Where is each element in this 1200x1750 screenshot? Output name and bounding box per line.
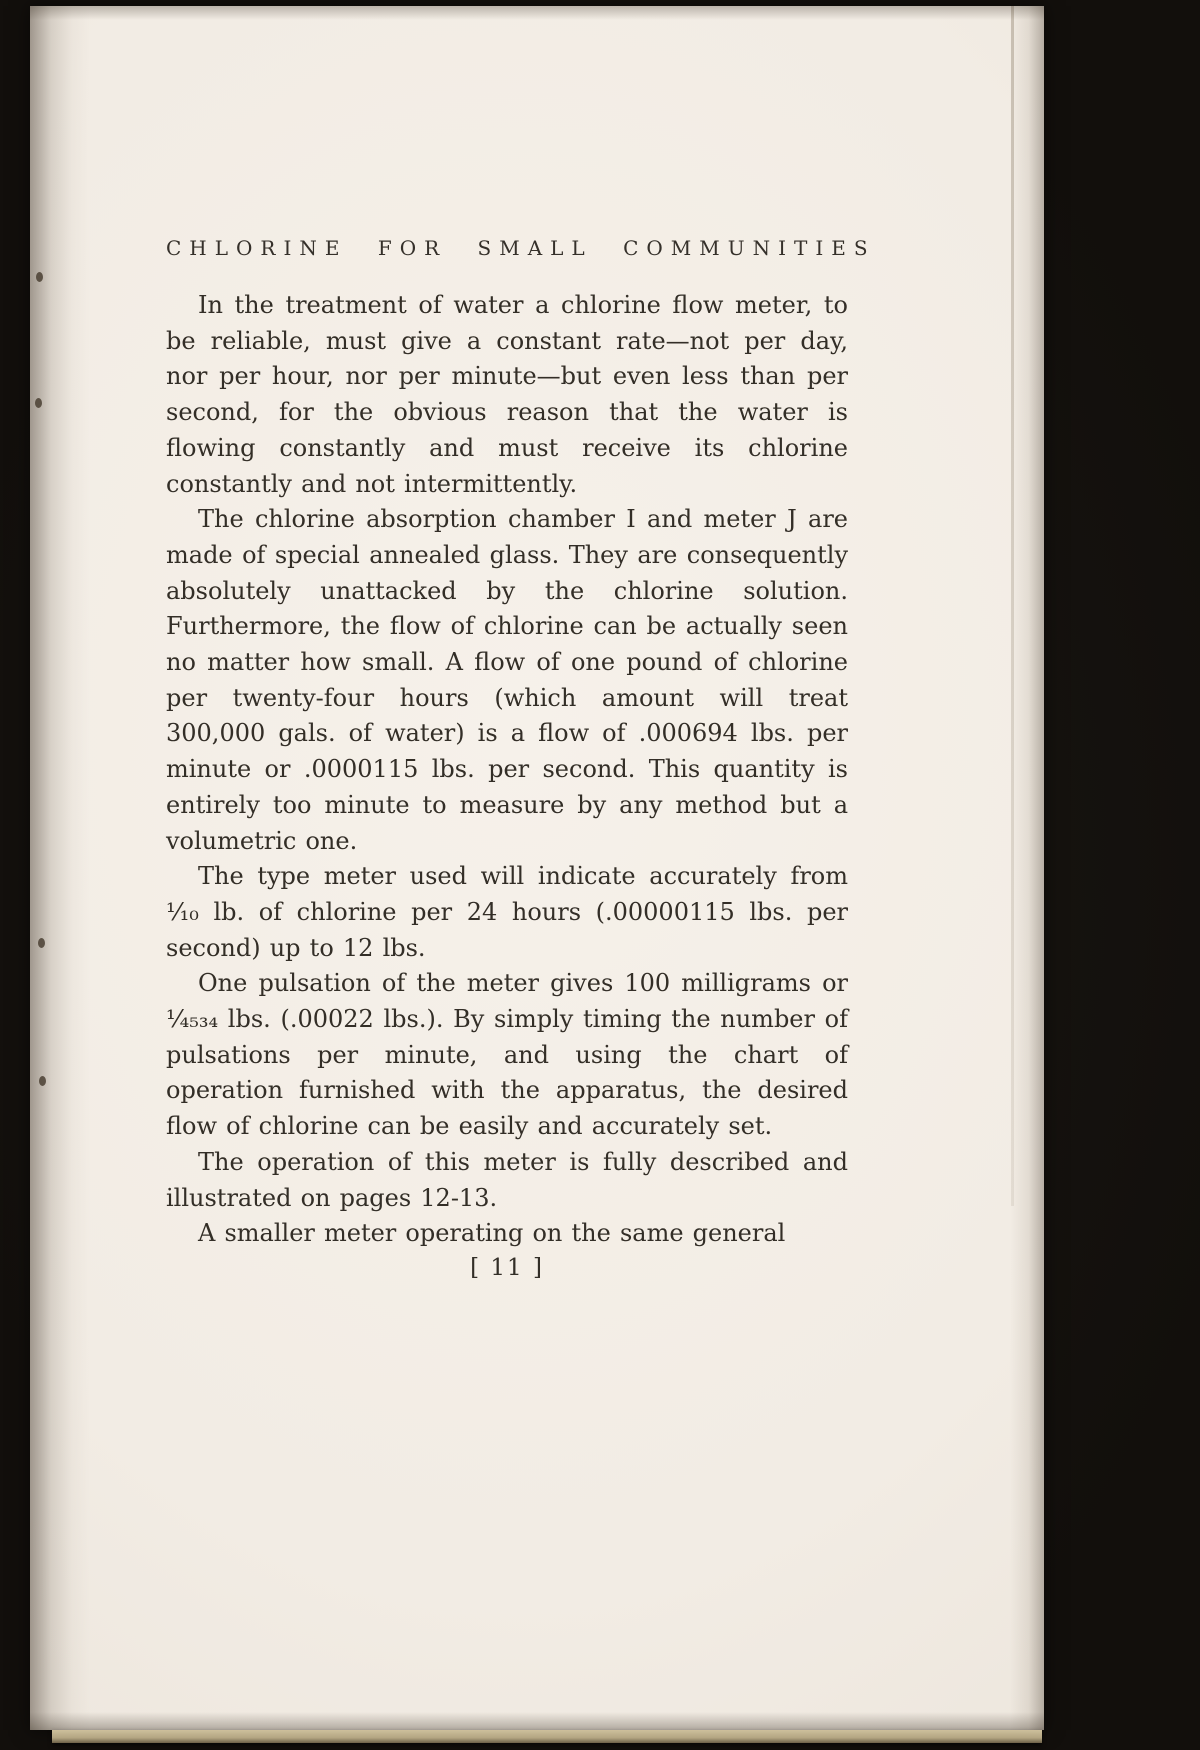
paragraph-4: One pulsation of the meter gives 100 milligrams or ¹⁄₄₅₃₄ lbs. (.00022 lbs.). By simply timing the number of pulsations per minute, and using the chart of operation furnished with the apparatus, the desired flow of chlorine can be easily and accurately set. (166, 969, 848, 1141)
stitch-hole (38, 938, 45, 948)
page-top-shadow (30, 6, 1044, 20)
paragraph-5: The operation of this meter is fully described and illustrated on pages 12-13. (166, 1147, 848, 1212)
page-bottom-shadow (30, 1712, 1044, 1730)
page-stack-edge (52, 1730, 1042, 1743)
text-block (166, 236, 876, 1281)
paragraph-3: The type meter used will indicate accurately from ¹⁄₁₀ lb. of chlorine per 24 hours (.00000115 lbs. per second) up to 12 lbs. (166, 862, 848, 962)
book-page (30, 6, 1044, 1730)
stitch-hole (39, 1076, 46, 1086)
stitch-hole (35, 398, 42, 408)
paragraph-1: In the treatment of water a chlorine flow meter, to be reliable, must give a constant rate—not per day, nor per hour, nor per minute—but even less than per second, for the obvious reason that the water is flowing constantly and must receive its chlorine constantly and not intermittently. (166, 291, 848, 498)
paragraph-6: A smaller meter operating on the same general (198, 1219, 786, 1248)
paragraph-2: The chlorine absorption chamber I and meter J are made of special annealed glass. They are consequently absolutely unattacked by the chlorine solution. Furthermore, the flow of chlorine can be actually seen no matter how small. A flow of one pound of chlorine per twenty-four hours (which amount will treat 300,000 gals. of water) is a flow of .000694 lbs. per minute or .0000115 lbs. per second. This quantity is entirely too minute to measure by any method but a volumetric one. (166, 505, 848, 855)
running-header: CHLORINE FOR SMALL COMMUNITIES (166, 236, 876, 260)
page-right-shadow (1010, 6, 1044, 1730)
binding-gutter (30, 6, 90, 1730)
stitch-hole (36, 272, 43, 282)
page-number: [ 11 ] (470, 1254, 544, 1281)
